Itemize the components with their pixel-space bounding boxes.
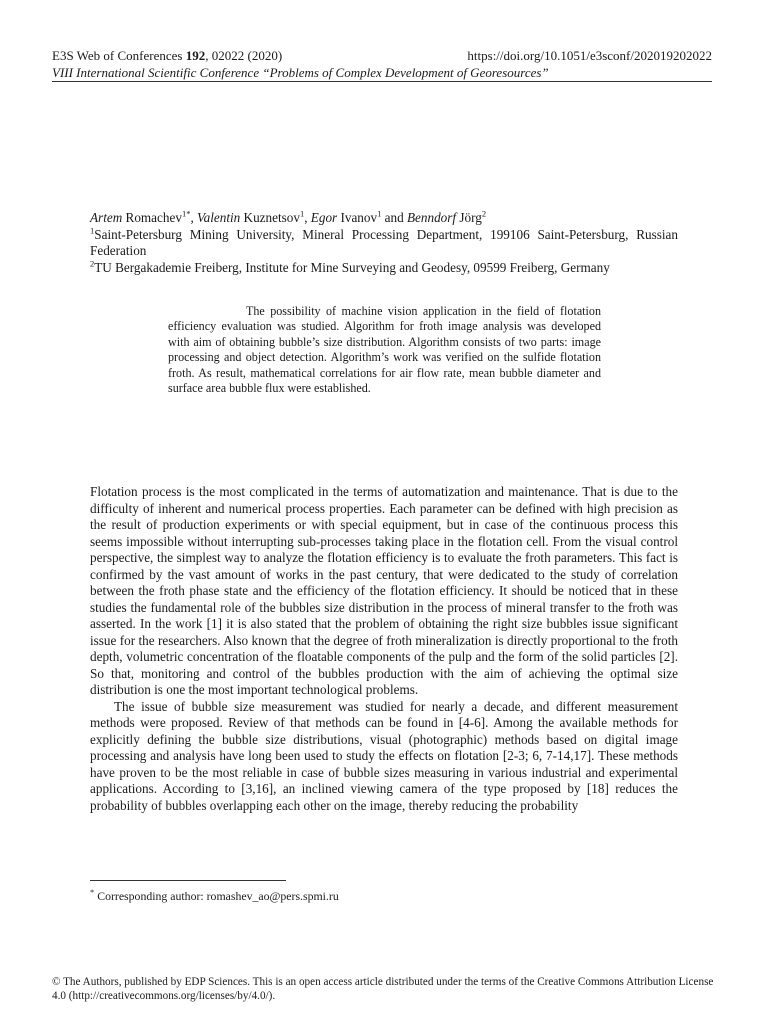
paragraph-2: The issue of bubble size measurement was studied for nearly a decade, and different measurement methods were proposed. Review of that methods can be found in [4-6]. Among the available methods for explicitly defining the bubble size distributions, visual (photographic) methods based on digital image processing and analysis have long been used to study the effects on flotation [2-3; 6, 7-14,17]. These methods have proven to be the most reliable in case of bubble sizes measuring in various industrial and experimental applications. According to [3,16], an inclined viewing camera of the type proposed by [18] reduces the probability of bubbles overlapping each other on the image, thereby reducing the probability [90, 698, 678, 813]
license-notice: © The Authors, published by EDP Sciences. This is an open access article distributed under the terms of the Creative Commons Attribution License 4.0 (http://creativecommons.org/licenses/by/4.0/). [52, 976, 714, 1002]
paragraph-1: Flotation process is the most complicated in the terms of automatization and maintenance. That is due to the difficulty of inherent and numerical process properties. Each parameter can be defined with high precision as the result of production experiments or with special equipment, but in case of the continuous process this seems impossible without interrupting sub-processes taking place in the flotation cell. From the visual control perspective, the simplest way to analyze the flotation efficiency is to evaluate the froth parameters. This fact is confirmed by the vast amount of works in the past century, that were dedicated to the study of correlation between the froth phase state and the efficiency of the flotation efficiency. It should be noticed that in these studies the fundamental role of the bubbles size distribution in the process of mineral transfer to the froth was asserted. In the work [1] it is also stated that the problem of obtaining the right size bubbles issue significant issue for the researchers. Also known that the degree of froth mineralization is directly proportional to the froth depth, volumetric concentration of the floatable components of the pulp and the form of the solid particles [2]. So that, monitoring and control of the bubbles production with the aim of achieving the optimal size distribution is one the most important technological problems. [90, 484, 678, 697]
body-text [90, 484, 678, 814]
author-block [90, 210, 678, 276]
header-rule [52, 81, 712, 82]
conference-title: VIII International Scientific Conference “Problems of Complex Development of Georesources” [52, 65, 549, 80]
journal-citation: E3S Web of Conferences 192, 02022 (2020) [52, 48, 283, 63]
affiliation-2: $^2$TU Bergakademie Freiberg, Institute for Mine Surveying and Geodesy, 09599 Freiberg, Germany [90, 258, 610, 275]
running-header [52, 47, 712, 81]
abstract-text: The possibility of machine vision application in the field of flotation efficiency evaluation was studied. Algorithm for froth image analysis was developed with aim of obtaining bubble’s size distribution. Algorithm consists of two parts: image processing and object detection. Algorithm’s work was verified on the sulfide flotation froth. As result, mathematical correlations for air flow rate, mean bubble diameter and surface area bubble flux were established. [168, 304, 601, 396]
author-list: Artem Romachev$^{1*}$, Valentin Kuznetsov$^1$, Egor Ivanov$^1$ and Benndorf Jörg$^2$ [90, 208, 487, 225]
abstract [168, 304, 601, 396]
footnote-rule [90, 880, 286, 881]
footnote-mark: * [90, 887, 95, 898]
volume-number: 192 [185, 48, 206, 63]
footnote [90, 889, 339, 903]
corresponding-author: Corresponding author: romashev_ao@pers.spmi.ru [94, 889, 339, 903]
doi-link[interactable]: https://doi.org/10.1051/e3sconf/202019202022 [467, 48, 712, 63]
affiliation-1: $^1$Saint-Petersburg Mining University, Mineral Processing Department, 199106 Saint-Petersburg, Russian Federation [90, 225, 678, 258]
header-top-row [52, 47, 712, 64]
